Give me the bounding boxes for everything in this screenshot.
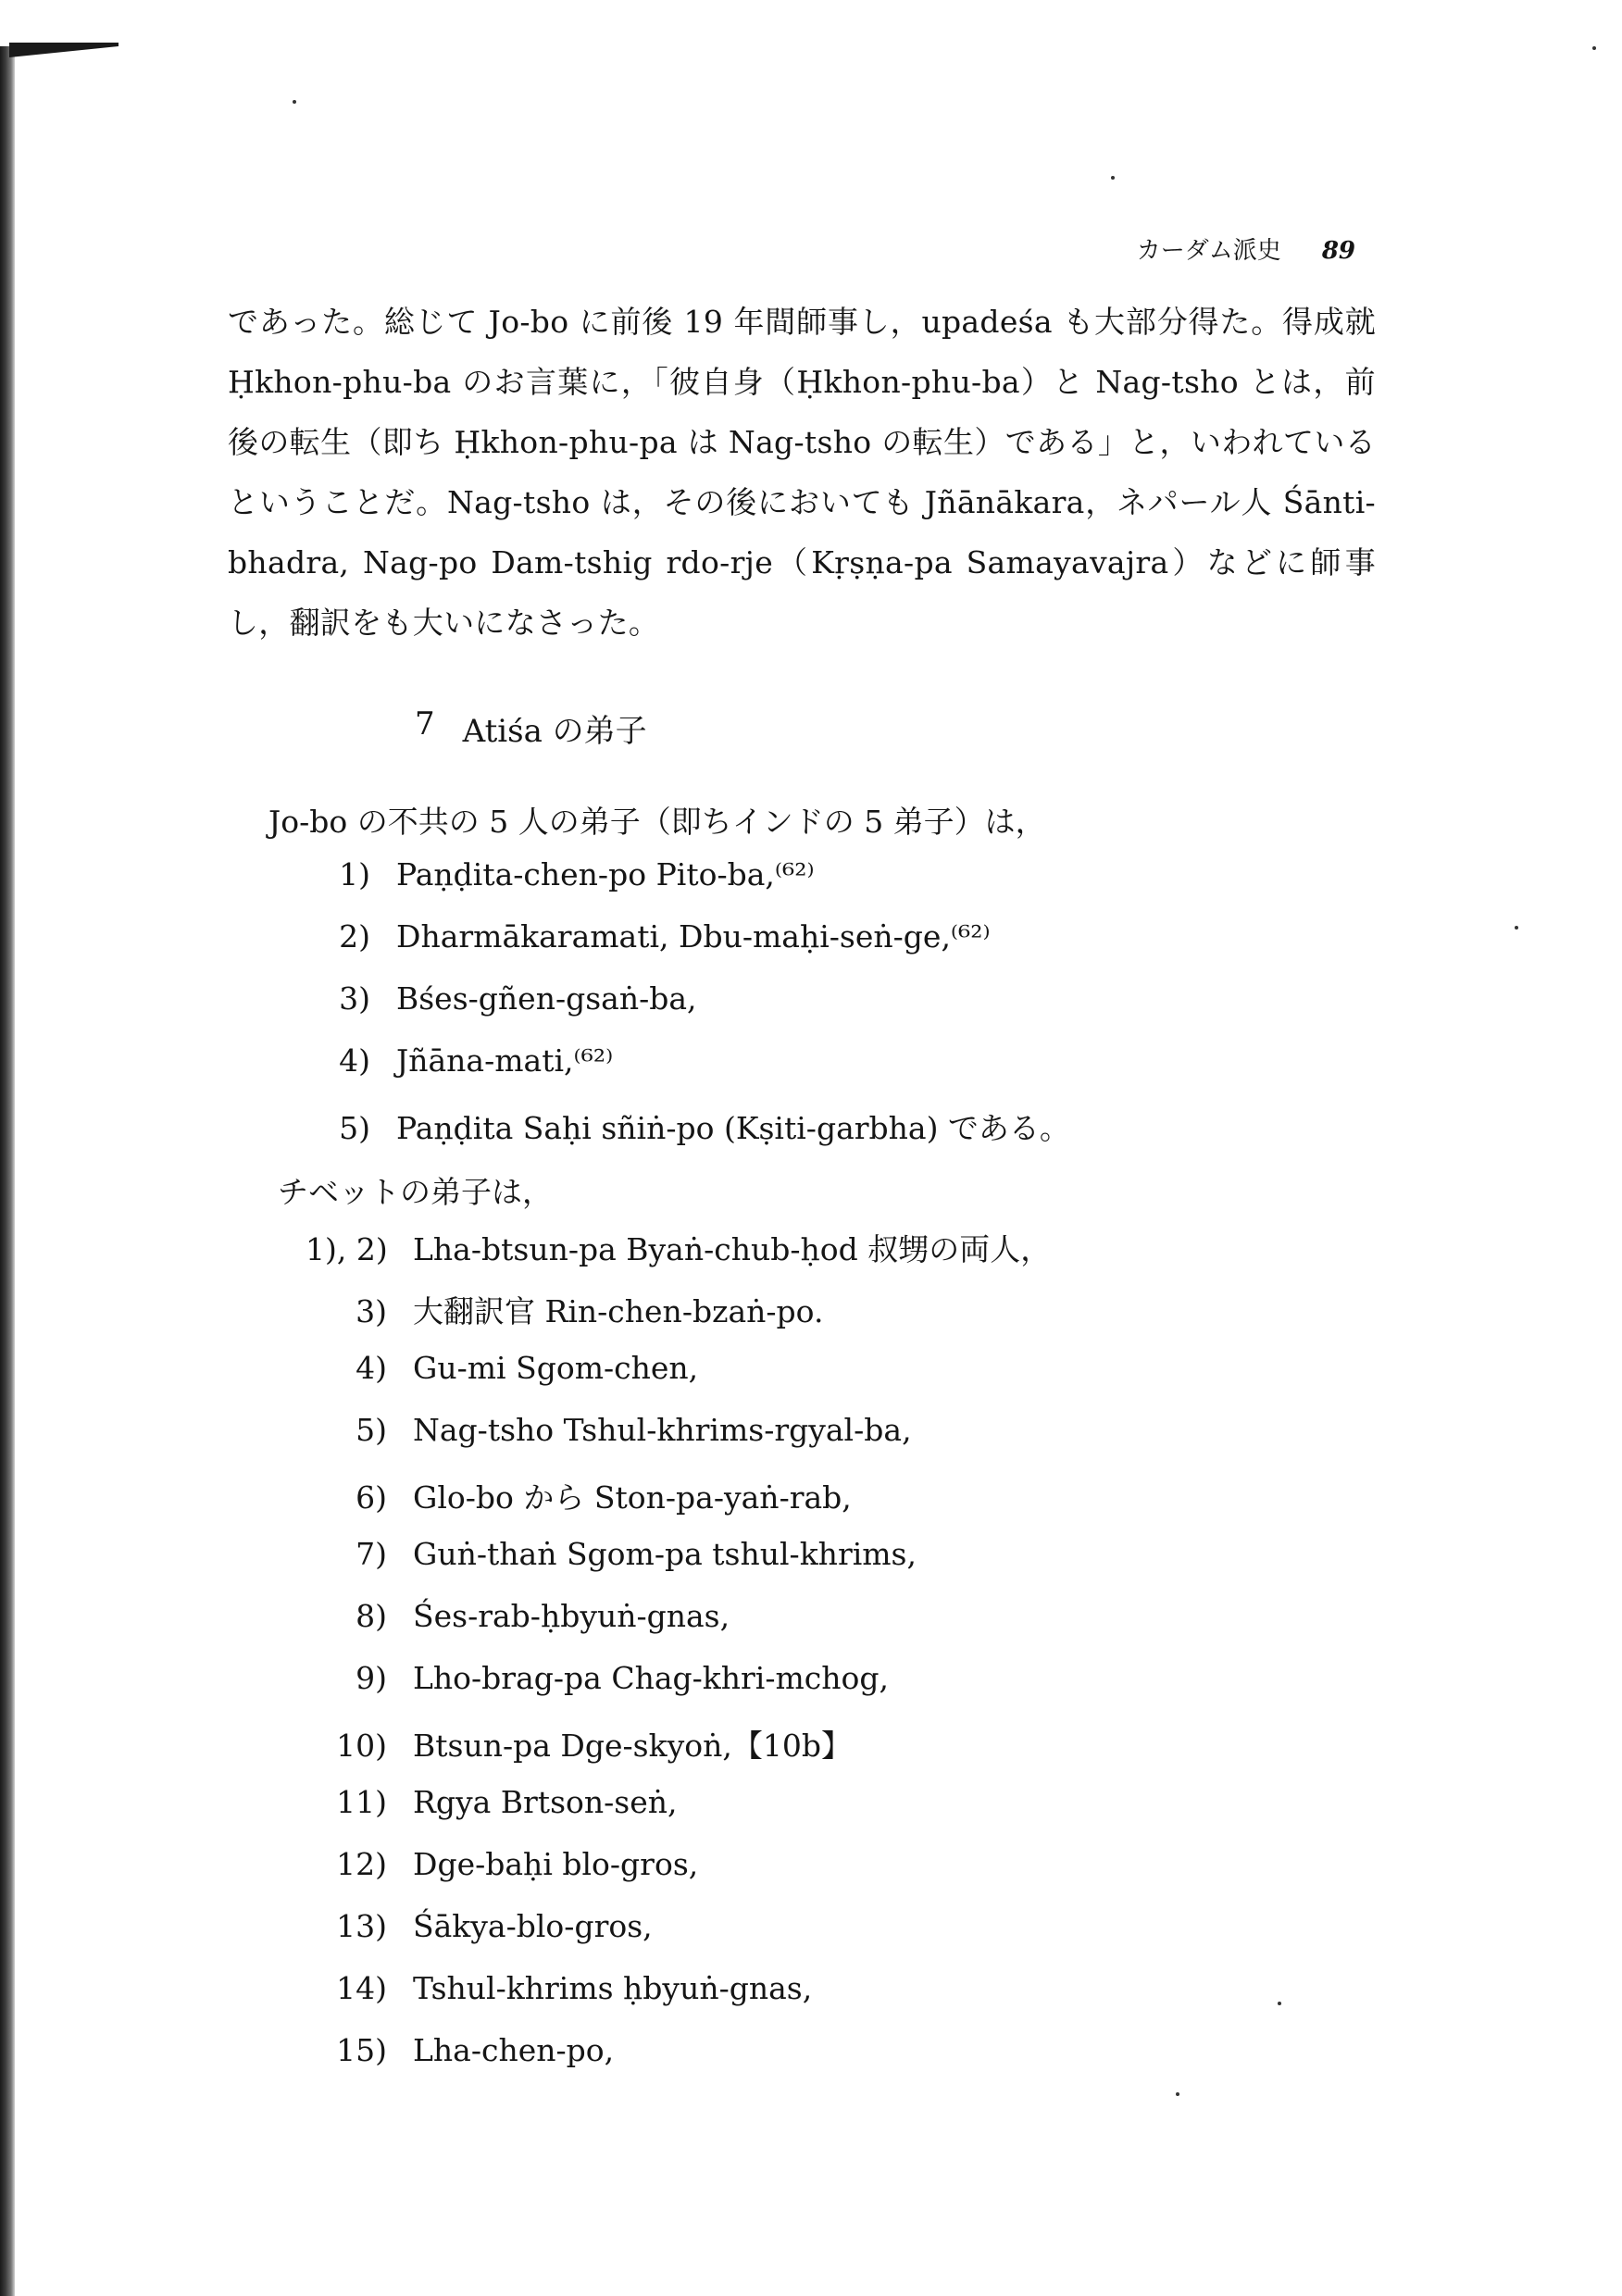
list-item bbox=[306, 1598, 1051, 1660]
page-binding-shadow bbox=[0, 46, 15, 2296]
list-item bbox=[306, 1288, 1051, 1350]
list-item bbox=[306, 1784, 1051, 1846]
item-number: 5) bbox=[339, 1110, 370, 1146]
item-number: 1), 2) bbox=[306, 1231, 388, 1267]
page-corner-mark bbox=[9, 43, 119, 57]
item-text: Paṇḍita-chen-po Pito-ba,⁽⁶²⁾ bbox=[396, 856, 815, 892]
item-number: 12) bbox=[336, 1846, 387, 1882]
list-item bbox=[306, 1474, 1051, 1536]
section-heading bbox=[415, 705, 647, 751]
item-number: 1) bbox=[339, 856, 370, 892]
item-number: 4) bbox=[356, 1350, 387, 1386]
scan-speck bbox=[1176, 2092, 1179, 2096]
list-item bbox=[306, 2032, 1051, 2094]
item-text: Śākya-blo-gros, bbox=[413, 1908, 653, 1944]
section-title: Atiśa の弟子 bbox=[462, 713, 647, 750]
item-text: Dharmākaramati, Dbu-maḥi-seṅ-ge,⁽⁶²⁾ bbox=[396, 918, 991, 955]
item-text: Btsun-pa Dge-skyoṅ,【10b】 bbox=[413, 1728, 852, 1764]
page-number: 89 bbox=[1321, 237, 1355, 265]
scan-speck bbox=[1111, 176, 1115, 180]
list-item bbox=[306, 980, 1070, 1042]
item-text: Jñāna-mati,⁽⁶²⁾ bbox=[396, 1042, 614, 1079]
item-number: 7) bbox=[356, 1536, 387, 1572]
list-item bbox=[306, 1226, 1051, 1288]
body-paragraph: であった。総じて Jo-bo に前後 19 年間師事し，upadeśa も大部分得た。得成就 Ḥkhon-phu-ba のお言葉に，「彼自身（Ḥkhon-phu-ba）と Nag-tsho とは，前後の転生（即ち Ḥkhon-phu-pa は Nag-tsho の転生）である」と，いわれているということだ。Nag-tsho は，その後においても Jñānākara，ネパール人 Śānti-bhadra, Nag-po Dam-tshig rdo-rje（Kṛṣṇa-pa Samayavajra）などに師事し，翻訳をも大いになさった。 bbox=[228, 304, 1376, 641]
item-number: 9) bbox=[356, 1660, 387, 1696]
item-text: Lho-brag-pa Chag-khri-mchog, bbox=[413, 1660, 890, 1696]
list-item bbox=[306, 1722, 1051, 1784]
indian-disciples-intro: Jo-bo の不共の 5 人の弟子（即ちインドの 5 弟子）は， bbox=[268, 804, 1046, 840]
item-number: 5) bbox=[356, 1412, 387, 1448]
item-text: Glo-bo から Ston-pa-yaṅ-rab, bbox=[413, 1479, 852, 1516]
item-text: Lha-chen-po, bbox=[413, 2032, 615, 2068]
list-item bbox=[306, 1660, 1051, 1722]
scan-speck bbox=[1515, 926, 1518, 930]
item-text: Tshul-khrims ḥbyuṅ-gnas, bbox=[413, 1970, 813, 2006]
tibetan-disciples-list bbox=[306, 1226, 1051, 2156]
tibetan-disciples-intro: チベットの弟子は， bbox=[278, 1174, 553, 1210]
list-item bbox=[306, 1350, 1051, 1412]
item-text: Paṇḍita Saḥi sñiṅ-po (Kṣiti-garbha) である。 bbox=[396, 1110, 1070, 1146]
item-text: Guṅ-thaṅ Sgom-pa tshul-khrims, bbox=[413, 1536, 917, 1572]
scan-speck bbox=[293, 100, 296, 104]
list-item bbox=[306, 1042, 1070, 1104]
list-item bbox=[306, 1970, 1051, 2032]
running-head-title: カーダム派史 bbox=[1136, 237, 1281, 265]
item-number: 11) bbox=[336, 1784, 387, 1820]
list-item bbox=[306, 1908, 1051, 1970]
list-item bbox=[306, 856, 1070, 918]
item-text: Bśes-gñen-gsaṅ-ba, bbox=[396, 980, 697, 1017]
indian-disciples-list bbox=[306, 856, 1070, 1167]
list-item bbox=[306, 1412, 1051, 1474]
section-number: 7 bbox=[415, 705, 435, 742]
item-text: 大翻訳官 Rin-chen-bzaṅ-po. bbox=[413, 1293, 824, 1329]
list-item bbox=[306, 1846, 1051, 1908]
list-item bbox=[306, 1104, 1070, 1167]
item-number: 2) bbox=[339, 918, 370, 955]
list-item bbox=[306, 2094, 1051, 2156]
item-number: 4) bbox=[339, 1042, 370, 1079]
item-number: 6) bbox=[356, 1479, 387, 1516]
item-text: Gu-mi Sgom-chen, bbox=[413, 1350, 699, 1386]
list-item bbox=[306, 918, 1070, 980]
scan-speck bbox=[1278, 2002, 1281, 2005]
item-number: 3) bbox=[356, 1293, 387, 1329]
scan-speck bbox=[1592, 46, 1596, 50]
running-head bbox=[1137, 231, 1355, 266]
item-text: Śes-rab-ḥbyuṅ-gnas, bbox=[413, 1598, 730, 1634]
item-number: 8) bbox=[356, 1598, 387, 1634]
item-text: Dge-baḥi blo-gros, bbox=[413, 1846, 699, 1882]
item-text: Rgya Brtson-seṅ, bbox=[413, 1784, 678, 1820]
item-text: Nag-tsho Tshul-khrims-rgyal-ba, bbox=[413, 1412, 912, 1448]
item-number: 14) bbox=[336, 1970, 387, 2006]
item-text: Lha-btsun-pa Byaṅ-chub-ḥod 叔甥の両人， bbox=[413, 1231, 1052, 1267]
item-number: 15) bbox=[336, 2032, 387, 2068]
item-number: 3) bbox=[339, 980, 370, 1017]
item-number: 10) bbox=[336, 1728, 387, 1764]
list-item bbox=[306, 1536, 1051, 1598]
item-number: 13) bbox=[336, 1908, 387, 1944]
